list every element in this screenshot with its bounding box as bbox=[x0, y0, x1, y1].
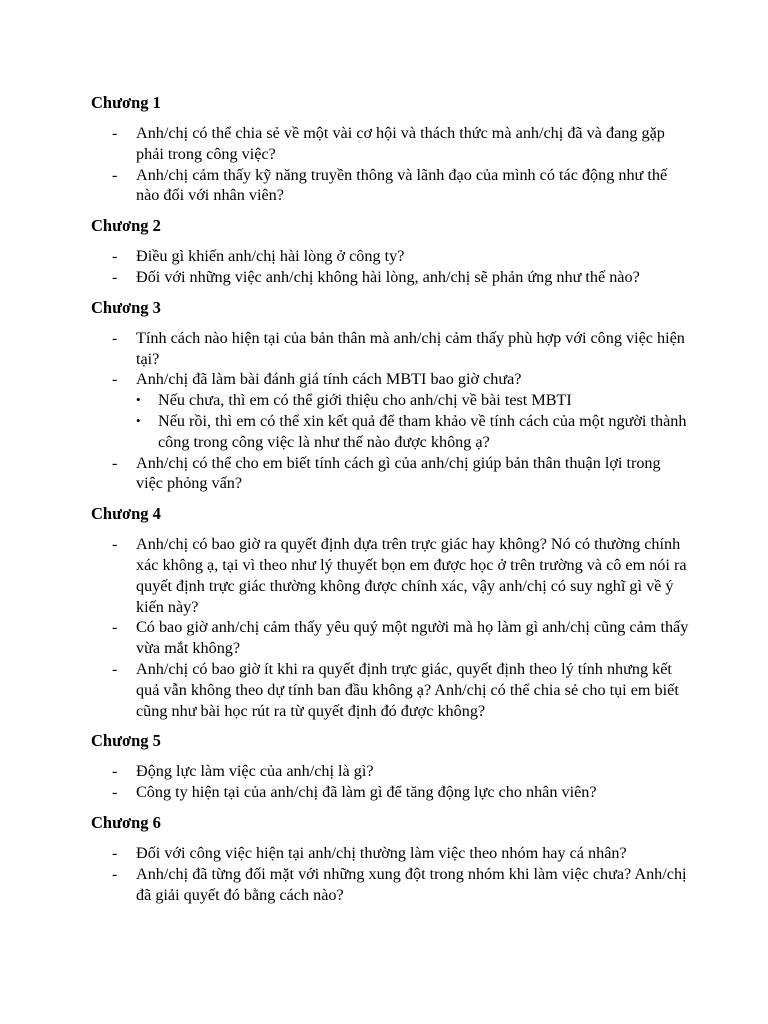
question-text: Anh/chị có bao giờ ít khi ra quyết định trực giác, quyết định theo lý tính nhưng kết quả vẫn không theo dự tính ban đầu không ạ? Anh/chị có thể chia sẻ cho tụi em biết cũng như bài học rút ra từ quyết định đó được không? bbox=[136, 659, 679, 720]
chapter-title: Chương 4 bbox=[91, 504, 161, 524]
sub-item-text: Nếu chưa, thì em có thể giới thiệu cho anh/chị về bài test MBTI bbox=[158, 391, 572, 410]
dash-marker: - bbox=[112, 247, 118, 266]
question-item bbox=[91, 864, 691, 906]
question-text: Động lực làm việc của anh/chị là gì? bbox=[136, 762, 374, 781]
question-list bbox=[91, 246, 691, 288]
question-item bbox=[91, 123, 691, 165]
question-text: Anh/chị đã làm bài đánh giá tính cách MBTI bao giờ chưa? bbox=[136, 370, 522, 389]
chapter-section bbox=[91, 730, 691, 803]
dash-marker: - bbox=[112, 370, 118, 389]
question-item bbox=[91, 453, 691, 495]
sub-list-container bbox=[91, 390, 691, 452]
sub-item-text: Nếu rồi, thì em có thể xin kết quả để tham khảo về tính cách của một người thành công trong công việc là như thế nào được không ạ? bbox=[158, 411, 687, 451]
question-item bbox=[91, 165, 691, 207]
question-item bbox=[91, 246, 691, 267]
document-content bbox=[91, 92, 691, 914]
dash-marker: - bbox=[112, 165, 118, 184]
sub-item bbox=[136, 411, 691, 453]
dash-marker: - bbox=[112, 328, 118, 347]
chapter-section bbox=[91, 92, 691, 206]
chapter-title: Chương 1 bbox=[91, 93, 161, 112]
sub-item bbox=[136, 390, 691, 411]
question-item bbox=[91, 267, 691, 288]
dash-marker: - bbox=[112, 618, 118, 637]
chapter-section bbox=[91, 297, 691, 494]
dash-marker: - bbox=[112, 762, 118, 781]
dash-marker: - bbox=[112, 864, 118, 883]
dash-marker: - bbox=[112, 843, 118, 862]
question-item bbox=[91, 659, 691, 721]
question-item bbox=[91, 534, 691, 617]
question-text: Tính cách nào hiện tại của bản thân mà anh/chị cảm thấy phù hợp với công việc hiện tại? bbox=[136, 328, 685, 368]
question-text: Anh/chị đã từng đối mặt với những xung đột trong nhóm khi làm việc chưa? Anh/chị đã giải quyết đó bằng cách nào? bbox=[136, 864, 687, 904]
bullet-marker: • bbox=[136, 392, 141, 408]
question-text: Anh/chị có thể cho em biết tính cách gì của anh/chị giúp bản thân thuận lợi trong việc phỏng vấn? bbox=[136, 453, 661, 493]
dash-marker: - bbox=[112, 453, 118, 472]
question-list bbox=[91, 123, 691, 206]
dash-marker: - bbox=[112, 535, 118, 554]
chapter-section bbox=[91, 503, 691, 721]
question-list bbox=[91, 843, 691, 905]
question-text: Anh/chị có bao giờ ra quyết định dựa trên trực giác hay không? Nó có thường chính xác không ạ, tại vì theo như lý thuyết bọn em được học ở trên trường và cô em nói ra quyết định trực giác thường không được chính xác, vậy anh/chị có suy nghĩ gì về ý kiến này? bbox=[136, 535, 687, 616]
dash-marker: - bbox=[112, 267, 118, 286]
sub-list bbox=[136, 390, 691, 452]
question-list bbox=[91, 328, 691, 494]
dash-marker: - bbox=[112, 659, 118, 678]
question-item bbox=[91, 761, 691, 782]
question-text: Công ty hiện tại của anh/chị đã làm gì để tăng động lực cho nhân viên? bbox=[136, 783, 597, 802]
chapter-section bbox=[91, 215, 691, 288]
question-item bbox=[91, 617, 691, 659]
question-item bbox=[91, 328, 691, 370]
question-text: Anh/chị có thể chia sẻ về một vài cơ hội và thách thức mà anh/chị đã và đang gặp phải trong công việc? bbox=[136, 124, 665, 163]
dash-marker: - bbox=[112, 783, 118, 802]
chapter-section bbox=[91, 812, 691, 905]
chapter-title: Chương 5 bbox=[91, 731, 161, 751]
question-text: Đối với công việc hiện tại anh/chị thường làm việc theo nhóm hay cá nhân? bbox=[136, 843, 627, 862]
chapter-title: Chương 6 bbox=[91, 812, 161, 832]
question-text: Có bao giờ anh/chị cảm thấy yêu quý một người mà họ làm gì anh/chị cũng cảm thấy vừa mắt không? bbox=[136, 618, 689, 658]
question-list bbox=[91, 534, 691, 721]
chapter-title: Chương 2 bbox=[91, 216, 161, 236]
question-item bbox=[91, 782, 691, 803]
question-text: Anh/chị cảm thấy kỹ năng truyền thông và lãnh đạo của mình có tác động như thế nào đối với nhân viên? bbox=[136, 165, 668, 205]
dash-marker: - bbox=[112, 124, 118, 142]
bullet-marker: • bbox=[136, 412, 141, 428]
chapter-title: Chương 3 bbox=[91, 297, 161, 317]
question-item bbox=[91, 369, 691, 390]
question-text: Đối với những việc anh/chị không hài lòng, anh/chị sẽ phản ứng như thế nào? bbox=[136, 267, 640, 286]
question-text: Điều gì khiến anh/chị hài lòng ở công ty? bbox=[136, 247, 405, 266]
question-item bbox=[91, 843, 691, 864]
question-list bbox=[91, 761, 691, 803]
